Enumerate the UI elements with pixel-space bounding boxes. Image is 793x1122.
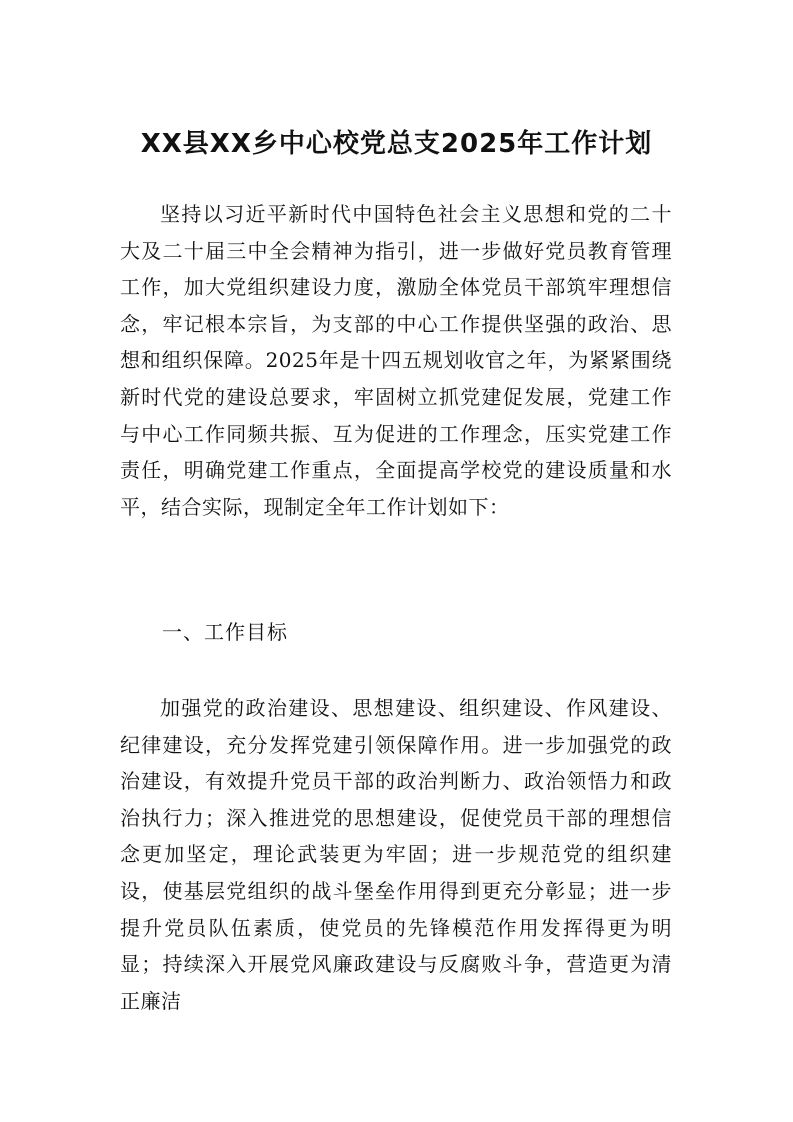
document-title: XX县XX乡中心校党总支2025年工作计划 bbox=[140, 129, 653, 159]
intro-paragraph: 坚持以习近平新时代中国特色社会主义思想和党的二十大及二十届三中全会精神为指引，进一步做好党员教育管理工作，加大党组织建设力度，激励全体党员干部筑牢理想信念，牢记根本宗旨，为支部的中心工作提供坚强的政治、思想和组织保障。2025年是十四五规划收官之年，为紧紧围绕新时代党的建设总要求，牢固树立抓党建促发展，党建工作与中心工作同频共振、互为促进的工作理念，压实党建工作责任，明确党建工作重点，全面提高学校党的建设质量和水平，结合实际，现制定全年工作计划如下： bbox=[120, 202, 672, 519]
section-heading-work-goals: 一、工作目标 bbox=[162, 620, 288, 644]
work-goals-paragraph: 加强党的政治建设、思想建设、组织建设、作风建设、纪律建设，充分发挥党建引领保障作用。进一步加强党的政治建设，有效提升党员干部的政治判断力、政治领悟力和政治执行力；深入推进党的思想建设，促使党员干部的理想信念更加坚定，理论武装更为牢固；进一步规范党的组织建设，使基层党组织的战斗堡垒作用得到更充分彰显；进一步提升党员队伍素质，使党员的先锋模范作用发挥得更为明显；持续深入开展党风廉政建设与反腐败斗争，营造更为清正廉洁 bbox=[120, 696, 672, 1013]
